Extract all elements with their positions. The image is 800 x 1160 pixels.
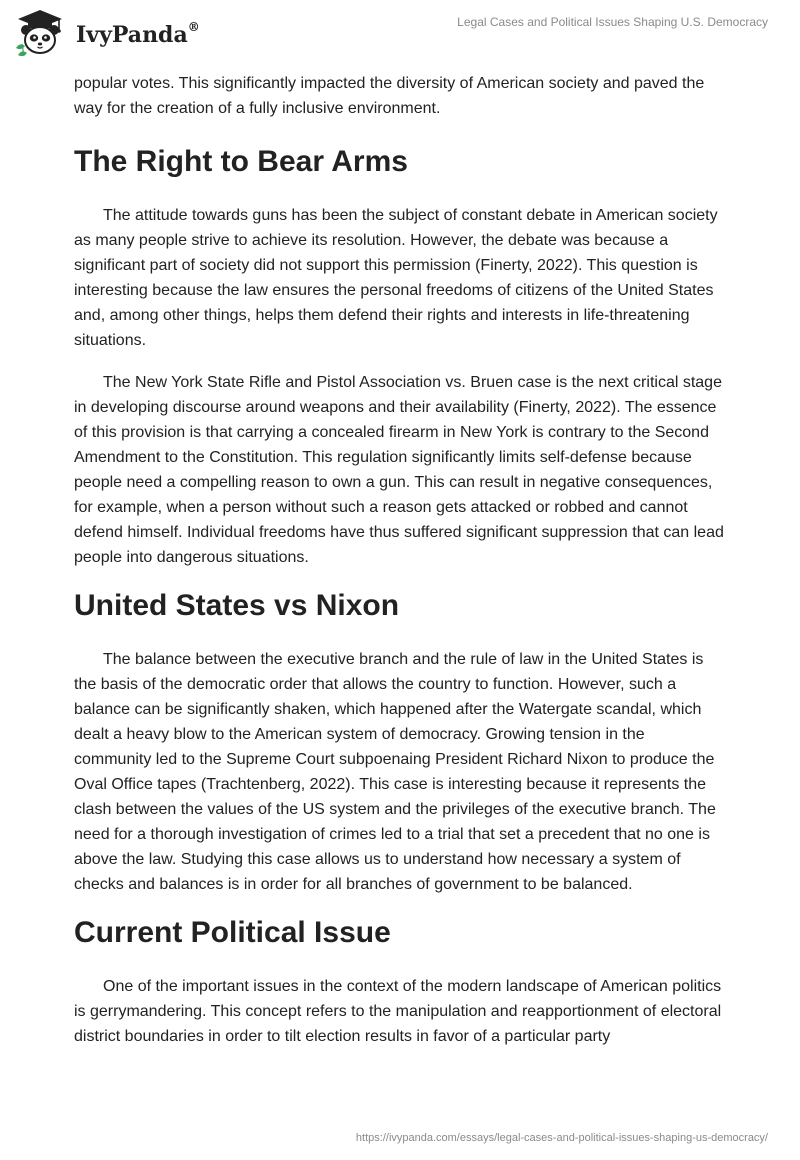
panda-graduate-icon <box>14 8 66 58</box>
registered-mark: ® <box>187 19 200 34</box>
document-title: Legal Cases and Political Issues Shaping U.S. Democracy <box>457 15 768 29</box>
essay-content <box>74 71 724 1066</box>
source-url[interactable]: https://ivypanda.com/essays/legal-cases-and-political-issues-shaping-us-democracy/ <box>355 1132 768 1144</box>
paragraph: The attitude towards guns has been the subject of constant debate in American society as many people strive to achieve its resolution. However, the debate was because a significant part of society did not support this permission (Finerty, 2022). This question is interesting because the law ensures the personal freedoms of citizens of the United States and, among other things, helps them defend their rights and interests in life-threatening situations. <box>74 207 718 349</box>
ivypanda-logo[interactable] <box>14 8 200 58</box>
section-heading-right-to-bear-arms: The Right to Bear Arms <box>74 145 408 178</box>
paragraph: The balance between the executive branch and the rule of law in the United States is the basis of the democratic order that allows the country to function. However, such a balance can be significantly shaken, which happened after the Watergate scandal, which dealt a heavy blow to the American system of democracy. Growing tension in the community led to the Supreme Court subpoenaing President Richard Nixon to produce the Oval Office tapes (Trachtenberg, 2022). This case is interesting because it represents the clash between the values of the US system and the privileges of the executive branch. The need for a thorough investigation of crimes led to a trial that set a precedent that no one is above the law. Studying this case allows us to understand how necessary a system of checks and balances is in order for all branches of government to be balanced. <box>74 651 716 893</box>
brand-name: IvyPanda® <box>76 19 200 48</box>
paragraph: One of the important issues in the context of the modern landscape of American politics is gerrymandering. This concept refers to the manipulation and reapportionment of electoral district boundaries in order to tilt election results in favor of a particular party <box>74 978 722 1045</box>
section-heading-united-states-vs-nixon: United States vs Nixon <box>74 589 400 622</box>
paragraph: The New York State Rifle and Pistol Association vs. Bruen case is the next critical stage in developing discourse around weapons and their availability (Finerty, 2022). The essence of this provision is that carrying a concealed firearm in New York is contrary to the Second Amendment to the Constitution. This regulation significantly limits self-defense because people need a compelling reason to own a gun. This can result in negative consequences, for example, when a person without such a reason gets attacked or robbed and cannot defend himself. Individual freedoms have thus suffered significant suppression that can lead people into dangerous situations. <box>74 374 724 566</box>
intro-paragraph: popular votes. This significantly impacted the diversity of American society and paved the way for the creation of a fully inclusive environment. <box>74 75 705 117</box>
page-header <box>0 0 800 64</box>
section-heading-current-political-issue: Current Political Issue <box>74 916 391 949</box>
